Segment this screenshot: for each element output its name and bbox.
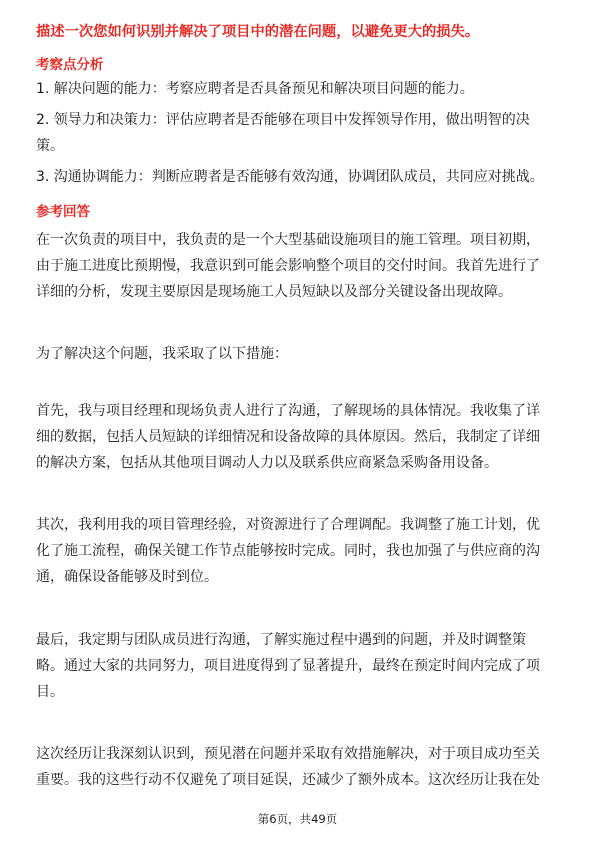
text-line: 由于施工进度比预期慢，我意识到可能会影响整个项目的交付时间。我首先进行了 (36, 258, 540, 274)
answer-paragraph (36, 627, 564, 705)
text-line: 的解决方案，包括从其他项目调动人力以及联系供应商紧急采购备用设备。 (36, 455, 498, 471)
text-line: 策。 (36, 138, 64, 154)
text-line: 重要。我的这些行动不仅避免了项目延误，还减少了额外成本。这次经历让我在处 (36, 772, 540, 788)
text-line: 在一次负责的项目中，我负责的是一个大型基础设施项目的施工管理。项目初期， (36, 232, 540, 248)
text-line: 首先，我与项目经理和现场负责人进行了沟通，了解现场的具体情况。我收集了详 (36, 403, 540, 419)
text-line: 略。通过大家的共同努力，项目进度得到了显著提升，最终在预定时间内完成了项 (36, 658, 540, 674)
text-line: 最后，我定期与团队成员进行沟通，了解实施过程中遇到的问题，并及时调整策 (36, 632, 526, 648)
text-line: 目。 (36, 684, 64, 700)
text-line: 其次，我利用我的项目管理经验，对资源进行了合理调配。我调整了施工计划，优 (36, 517, 540, 533)
text-line: 细的数据，包括人员短缺的详细情况和设备故障的具体原因。然后，我制定了详细 (36, 429, 540, 445)
analysis-heading: 考察点分析 (36, 57, 104, 73)
page-number: 第6页，共49页 (257, 812, 338, 826)
analysis-item (36, 164, 564, 190)
text-line: 详细的分析，发现主要原因是现场施工人员短缺以及部分关键设备出现故障。 (36, 284, 512, 300)
answer-paragraph (36, 227, 564, 305)
text-line: 2. 领导力和决策力：评估应聘者是否能够在项目中发挥领导作用，做出明智的决 (36, 112, 530, 128)
question-title: 描述一次您如何识别并解决了项目中的潜在问题，以避免更大的损失。 (36, 24, 480, 40)
text-line: 为了解决这个问题，我采取了以下措施： (36, 346, 288, 362)
text-line: 这次经历让我深刻认识到，预见潜在问题并采取有效措施解决，对于项目成功至关 (36, 746, 540, 762)
answer-paragraph (36, 398, 564, 476)
answer-paragraph (36, 512, 564, 590)
answer-heading: 参考回答 (36, 204, 90, 220)
text-line: 3. 沟通协调能力：判断应聘者是否能够有效沟通，协调团队成员，共同应对挑战。 (36, 169, 544, 185)
text-line: 通，确保设备能够及时到位。 (36, 569, 218, 585)
text-line: 1. 解决问题的能力：考察应聘者是否具备预见和解决项目问题的能力。 (36, 81, 474, 97)
answer-paragraph (36, 741, 564, 793)
answer-paragraph (36, 341, 564, 367)
analysis-item (36, 76, 564, 102)
text-line: 化了施工流程，确保关键工作节点能够按时完成。同时，我也加强了与供应商的沟 (36, 543, 540, 559)
analysis-item (36, 107, 564, 159)
